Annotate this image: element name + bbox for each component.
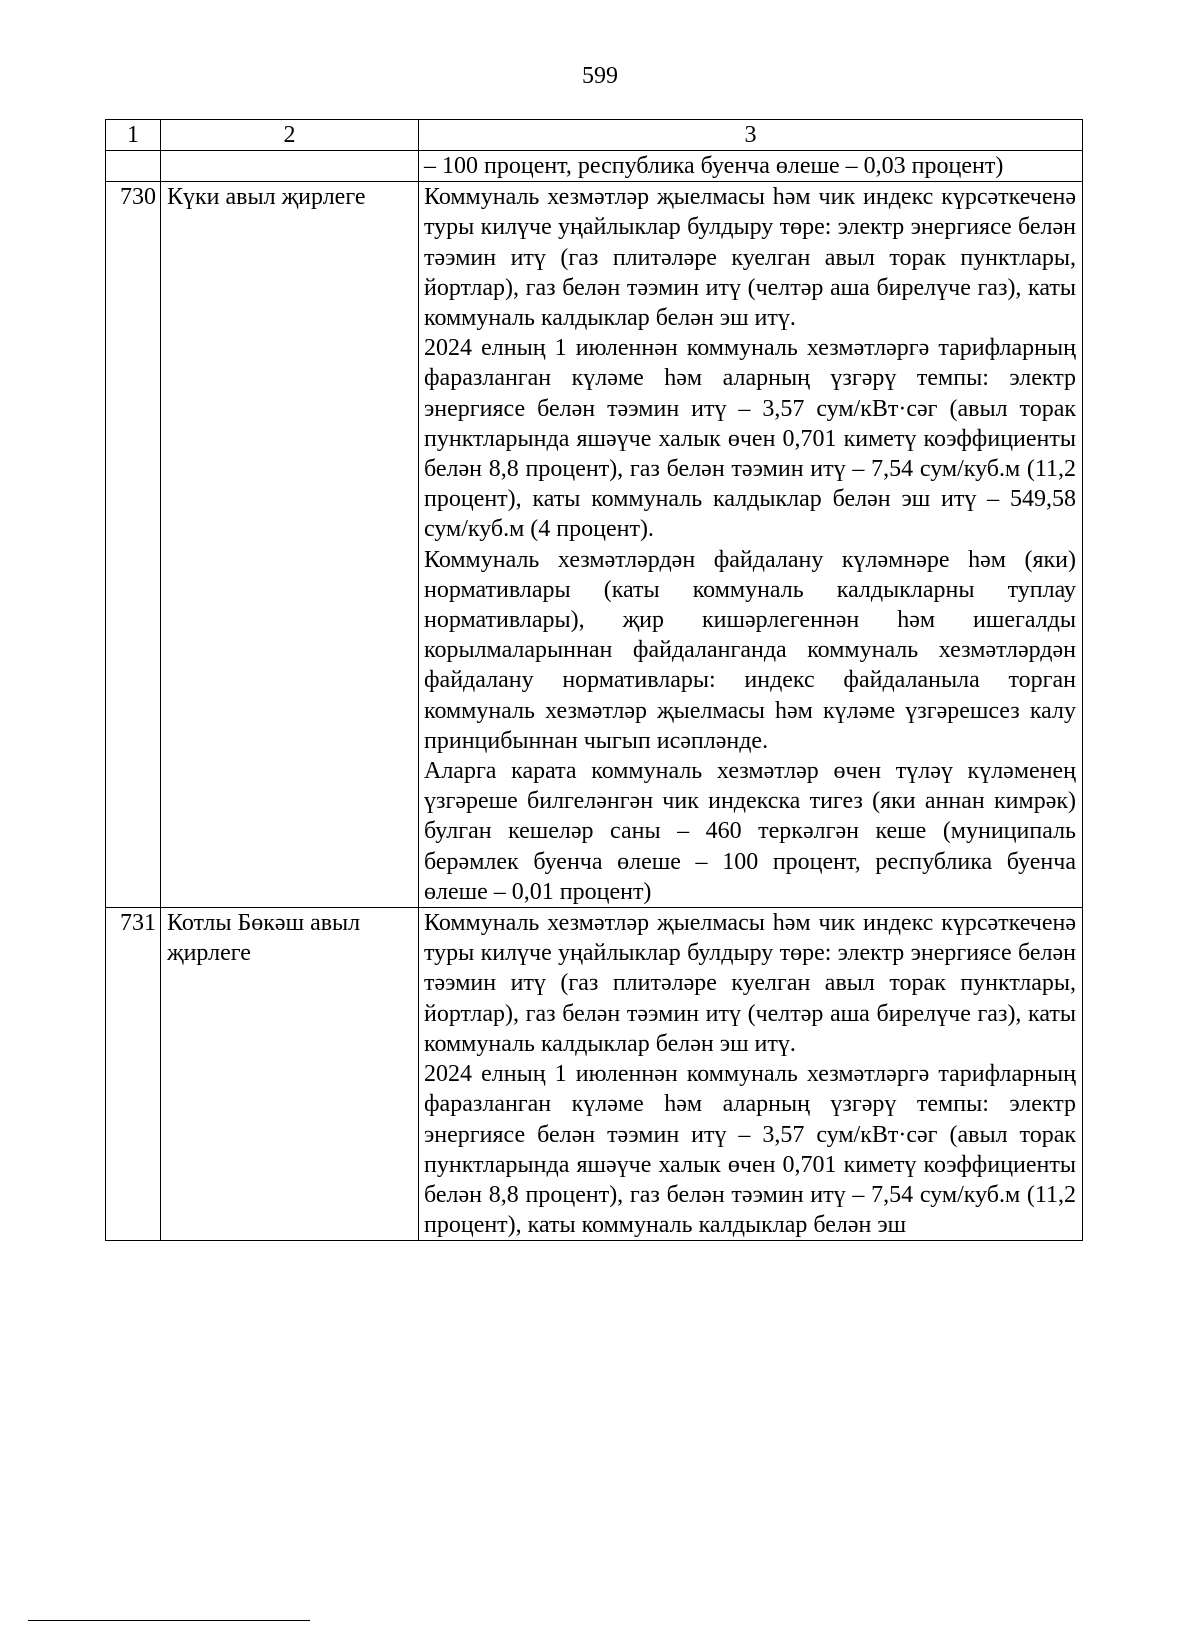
header-cell-2: 2 <box>161 120 419 151</box>
description-paragraph: Коммуналь хезмәтләр җыелмасы һәм чик индекс күрсәткеченә туры килүче уңайлыклар булдыру төре: электр энергиясе белән тәэмин итү (газ плитәләре куелган авыл торак пунктлары, йортлар), газ белән тәэмин итү (челтәр аша бирелүче газ), каты коммуналь калдыклар белән эш итү. <box>424 910 1076 1057</box>
table-row-continuation <box>106 151 1083 182</box>
row-description-cell <box>419 151 1083 182</box>
footer-rule <box>28 1620 310 1621</box>
row-name-cell <box>161 151 419 182</box>
table-row <box>106 908 1083 1241</box>
description-paragraph: 2024 елның 1 июленнән коммуналь хезмәтләргә тарифларның фаразланган күләме һәм аларның үзгәрү темпы: электр энергиясе белән тәэмин итү – 3,57 сум/кВт·сәг (авыл торак пунктларында яшәүче халык өчен 0,701 киметү коэффициенты белән 8,8 процент), газ белән тәэмин итү – 7,54 сум/куб.м (11,2 процент), каты коммуналь калдыклар белән эш итү – 549,58 сум/куб.м (4 процент). <box>424 335 1076 543</box>
description-paragraph: 2024 елның 1 июленнән коммуналь хезмәтләргә тарифларның фаразланган күләме һәм аларның үзгәрү темпы: электр энергиясе белән тәэмин итү – 3,57 сум/кВт·сәг (авыл торак пунктларында яшәүче халык өчен 0,701 киметү коэффициенты белән 8,8 процент), газ белән тәэмин итү – 7,54 сум/куб.м (11,2 процент), каты коммуналь калдыклар белән эш <box>424 1061 1076 1239</box>
row-description-cell <box>419 908 1083 1241</box>
description-paragraph: Коммуналь хезмәтләр җыелмасы һәм чик индекс күрсәткеченә туры килүче уңайлыклар булдыру төре: электр энергиясе белән тәэмин итү (газ плитәләре куелган авыл торак пунктлары, йортлар), газ белән тәэмин итү (челтәр аша бирелүче газ), каты коммуналь калдыклар белән эш итү. <box>424 184 1076 332</box>
row-number: 731 <box>106 908 161 1241</box>
header-cell-3: 3 <box>419 120 1083 151</box>
table-header-row <box>106 120 1083 151</box>
document-table <box>105 119 1083 1241</box>
page-number: 599 <box>582 63 618 89</box>
settlement-name: Котлы Бөкәш авыл җирлеге <box>161 908 419 1241</box>
row-number: 730 <box>106 182 161 908</box>
continuation-paragraph: – 100 процент, республика буенча өлеше – 0,03 процент) <box>424 153 1004 179</box>
table-row <box>106 182 1083 908</box>
description-paragraph: Коммуналь хезмәтләрдән файдалану күләмнәре һәм (яки) нормативлары (каты коммуналь калдыкларны туплау нормативлары), җир кишәрлегеннән һәм ишегалды корылмаларыннан файдаланганда коммуналь хезмәтләрдән файдалану нормативлары: индекс файдаланыла торган коммуналь хезмәтләр җыелмасы һәм күләме үзгәрешсез калу принцибыннан чыгып исәпләнде. <box>424 546 1076 754</box>
row-number-cell <box>106 151 161 182</box>
header-cell-1: 1 <box>106 120 161 151</box>
row-description-cell <box>419 182 1083 908</box>
settlement-name: Күки авыл җирлеге <box>161 182 419 908</box>
description-paragraph: Аларга карата коммуналь хезмәтләр өчен түләү күләменең үзгәреше билгеләнгән чик индекска тигез (яки аннан кимрәк) булган кешеләр саны – 460 теркәлгән кеше (муниципаль берәмлек буенча өлеше – 100 процент, республика буенча өлеше – 0,01 процент) <box>424 758 1076 905</box>
